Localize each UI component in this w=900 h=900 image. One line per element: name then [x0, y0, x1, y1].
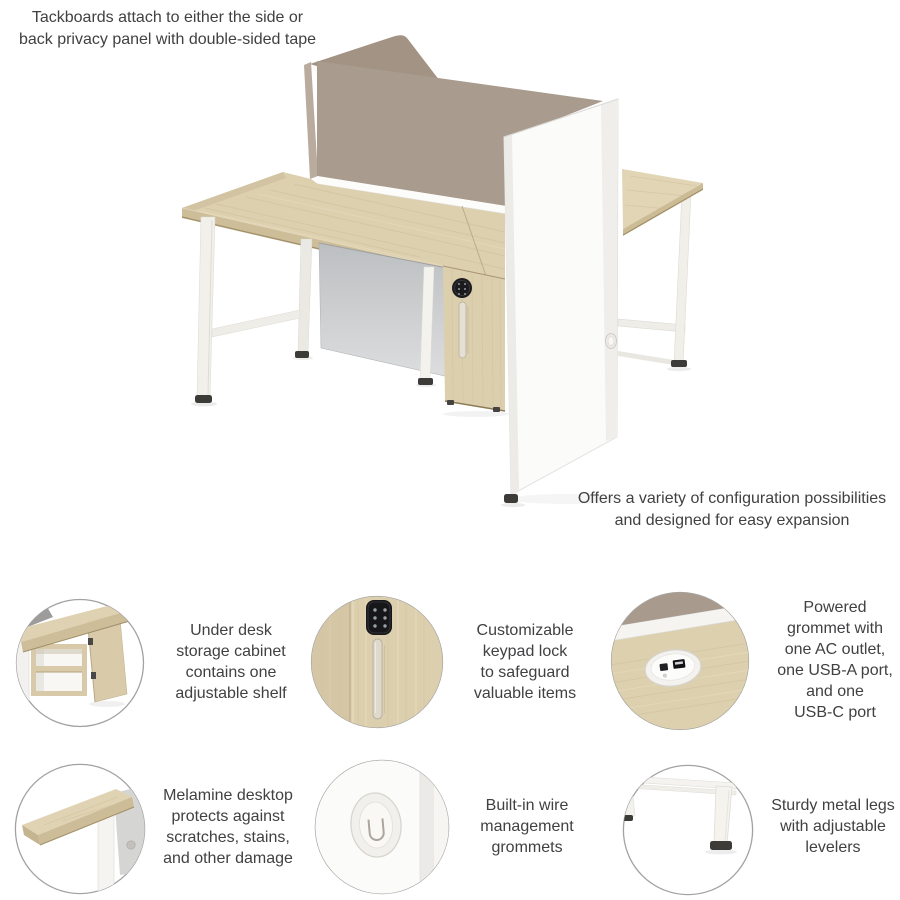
mid-caption-line: Offers a variety of configuration possibilities [577, 490, 887, 507]
feature-line: to safeguard [480, 664, 570, 681]
feature-line: Customizable [476, 622, 574, 639]
feature-text-under-desk-storage [161, 606, 301, 718]
feature-line: Built-in wire [485, 797, 569, 814]
storage-cabinet [443, 266, 509, 417]
leveler-foot [295, 351, 309, 358]
feature-line: Sturdy metal legs [771, 797, 895, 814]
leveler-foot [504, 494, 518, 503]
desktop-corner-icon [14, 763, 146, 895]
feature-line: Melamine desktop [163, 787, 293, 804]
side-tackboard-edge [304, 62, 318, 179]
top-caption-line: back privacy panel with double-sided tape [18, 30, 317, 48]
feature-line: USB-C port [794, 704, 876, 721]
feature-line: protects against [171, 808, 285, 825]
leveler-foot [671, 360, 687, 367]
feature-text-keypad-lock [455, 606, 595, 718]
feature-line: management [480, 818, 574, 835]
feature-line: storage cabinet [176, 643, 286, 660]
top-caption [0, 7, 335, 50]
feature-line: and other damage [163, 850, 293, 867]
wire-grommet [606, 334, 617, 349]
feature-line: keypad lock [482, 643, 568, 660]
under-desk-cabinet-icon [15, 598, 145, 728]
feature-line: grommets [491, 839, 563, 856]
feature-line: levelers [805, 839, 861, 856]
feature-line: Under desk [190, 622, 272, 639]
feature-line: adjustable shelf [175, 685, 287, 702]
feature-line: Powered [803, 599, 867, 616]
white-privacy-panel [501, 99, 620, 507]
feature-line: and one [806, 683, 864, 700]
feature-line: with adjustable [780, 818, 886, 835]
leveler-foot [195, 395, 212, 403]
keypad-lock-icon [310, 595, 444, 729]
powered-grommet-icon [610, 591, 750, 731]
feature-text-melamine-desktop [158, 774, 298, 880]
feature-line: grommet with [786, 620, 884, 637]
keypad-lock [452, 278, 472, 298]
mid-caption-line: and designed for easy expansion [614, 512, 850, 529]
top-caption-line: Tackboards attach to either the side or [31, 9, 304, 26]
feature-line: scratches, stains, [166, 829, 290, 846]
mid-caption [552, 488, 900, 532]
metal-legs-icon [622, 764, 754, 896]
feature-text-powered-grommet [765, 597, 900, 723]
feature-text-metal-legs [763, 795, 900, 858]
feature-line: one AC outlet, [784, 641, 886, 658]
wire-grommet-icon [314, 759, 450, 895]
feature-line: one USB-A port, [777, 662, 893, 679]
right-desktop [618, 169, 703, 371]
feature-line: contains one [185, 664, 277, 681]
leveler-foot [418, 378, 433, 385]
feature-text-wire-management [457, 795, 597, 858]
feature-line: valuable items [473, 685, 577, 702]
